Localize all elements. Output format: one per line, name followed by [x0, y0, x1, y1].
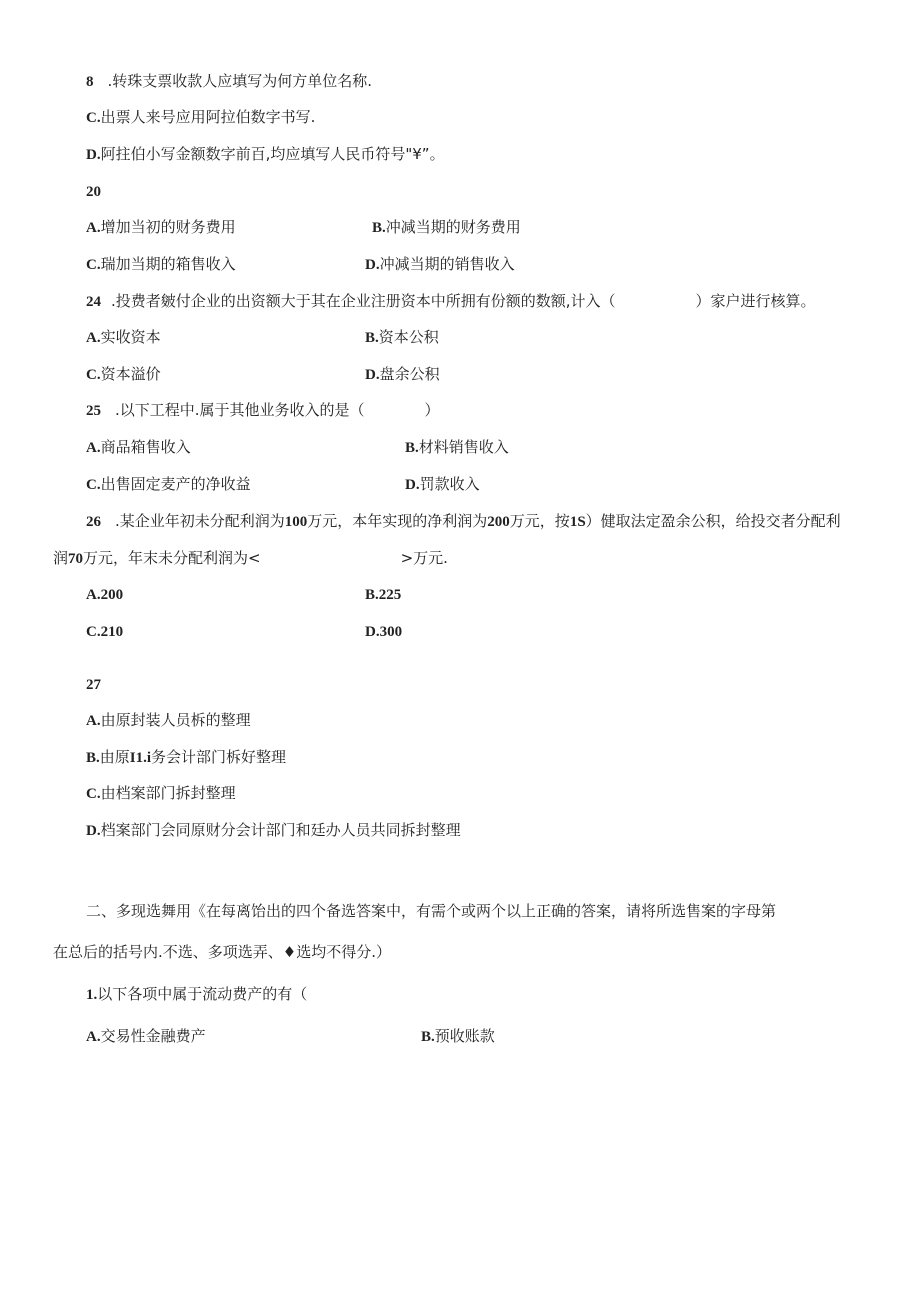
q25-option-d [405, 473, 480, 496]
q20-option-a [86, 216, 236, 239]
q25-option-d-label: D. [405, 477, 420, 493]
q24-number: 24 [86, 294, 101, 310]
q24-option-c [86, 363, 161, 386]
q25-option-a-label: A. [86, 440, 101, 456]
q25-option-a [86, 436, 191, 459]
q26-stem-line2 [53, 547, 448, 570]
q8-option-c-text: 出票人来号应用阿拉伯数字书写. [100, 108, 316, 126]
q27-number: 27 [86, 677, 101, 693]
q26-value-1: 100 [284, 514, 308, 530]
q20-option-c-text: 瑞加当期的箱售收入 [100, 255, 236, 273]
q20-option-b [372, 216, 521, 239]
q27-option-a [86, 709, 251, 732]
q20-option-c [86, 253, 236, 276]
q26-option-b: B.225 [365, 587, 402, 603]
q8-option-c-label: C. [86, 110, 101, 126]
q20-number: 20 [86, 184, 101, 200]
q25-option-c-text: 出售固定麦产的净收益 [100, 475, 251, 493]
q24-option-d-label: D. [365, 367, 380, 383]
q26-text-7: >万元. [400, 549, 448, 567]
q25-number: 25 [86, 403, 101, 419]
q26-text-2: 万元，本年实现的净利润为 [307, 512, 488, 530]
q25-option-a-text: 商品箱售收入 [100, 438, 191, 456]
q26-value-4: 70 [68, 551, 84, 567]
q1-option-a [86, 1025, 206, 1048]
q24-stem [86, 290, 816, 313]
q1-text: 以下各项中属于流动费产的有（ [97, 985, 308, 1003]
q24-text-2: ）家户进行核算。 [695, 292, 816, 310]
q27-option-b [86, 746, 286, 769]
q27-option-b-pre: 由原 [99, 748, 130, 766]
q24-option-d [365, 363, 440, 386]
q20-option-a-text: 增加当初的财务费用 [100, 218, 236, 236]
q27-option-a-text: 由原封装人员柝的整理 [100, 711, 251, 729]
q20-option-a-label: A. [86, 220, 101, 236]
q1-number: 1. [86, 987, 98, 1003]
q26-text-6: 万元，年末未分配利润为< [83, 549, 261, 567]
q20-option-d-text: 冲减当期的销售收入 [379, 255, 515, 273]
q27-option-b-text: 务会计部门柝好整理 [151, 748, 287, 766]
q24-option-d-text: 盘余公积 [379, 365, 440, 383]
q27-option-d-label: D. [86, 823, 101, 839]
q8-option-c [86, 106, 315, 129]
q24-option-a-text: 实收资本 [100, 328, 161, 346]
q26-text-1: .某企业年初未分配利润为 [115, 512, 285, 530]
q27-option-c [86, 782, 236, 805]
q25-text-2: ） [424, 401, 440, 419]
q27-option-b-mid: I1.i [129, 750, 152, 766]
q20-option-d [365, 253, 515, 276]
q25-option-b-label: B. [405, 440, 419, 456]
q8-option-d-label: D. [86, 147, 101, 163]
q25-option-d-text: 罚款收入 [419, 475, 480, 493]
q25-option-c [86, 473, 251, 496]
q20-option-d-label: D. [365, 257, 380, 273]
q27-option-a-label: A. [86, 713, 101, 729]
q26-text-3: 万元，按 [509, 512, 570, 530]
q26-option-d: D.300 [365, 624, 403, 640]
q27-option-d-text: 档案部门会同原财分会计部门和廷办人员共同拆封整理 [100, 821, 461, 839]
q27-option-b-label: B. [86, 750, 100, 766]
q26-text-5: 润 [53, 549, 69, 567]
q1-stem [86, 983, 307, 1006]
q1-option-a-label: A. [86, 1029, 101, 1045]
q24-option-c-text: 资本溢价 [100, 365, 161, 383]
q24-option-a [86, 326, 161, 349]
q8-option-d-text: 阿拄伯小写金额数字前百,均应填写人民币符号"¥”。 [100, 145, 445, 163]
section2-instructions-line2: 在总后的括号内.不选、多项选弄、♦选均不得分.） [53, 943, 391, 961]
q20-option-b-text: 冲减当期的财务费用 [385, 218, 521, 236]
q8-number: 8 [86, 74, 94, 90]
q20-option-c-label: C. [86, 257, 101, 273]
q25-option-b [405, 436, 509, 459]
section2-instructions-line1: 二、多现选舞用《在每离饴出的四个备选答案中，有需个或两个以上正确的答案，请将所选售案的字母第 [86, 902, 777, 920]
q25-option-c-label: C. [86, 477, 101, 493]
q24-option-b-label: B. [365, 330, 379, 346]
q25-stem [86, 399, 440, 422]
q20-option-b-label: B. [372, 220, 386, 236]
q24-option-a-label: A. [86, 330, 101, 346]
q25-text-1: .以下工程中.属于其他业务收入的是（ [115, 401, 365, 419]
q1-option-b [421, 1025, 495, 1048]
q26-value-3: 1S [569, 514, 586, 530]
q26-value-2: 200 [487, 514, 510, 530]
q27-option-d [86, 819, 461, 842]
q25-option-b-text: 材料销售收入 [418, 438, 509, 456]
q26-option-a: A.200 [86, 587, 124, 603]
q26-stem-line1 [86, 510, 841, 533]
q8-stem [86, 70, 372, 93]
q24-option-b-text: 资本公积 [378, 328, 439, 346]
q24-option-b [365, 326, 439, 349]
q27-stem [86, 673, 101, 696]
q1-option-a-text: 交易性金融费产 [100, 1027, 206, 1045]
q26-number: 26 [86, 514, 101, 530]
q1-option-b-label: B. [421, 1029, 435, 1045]
q26-option-c: C.210 [86, 624, 124, 640]
q24-option-c-label: C. [86, 367, 101, 383]
q1-option-b-text: 预收账款 [434, 1027, 495, 1045]
q20-stem [86, 180, 101, 203]
q8-text: .转珠支票收款人应填写为何方单位名称. [107, 72, 373, 90]
q26-text-4: ）健取法定盈余公积，给投交者分配利 [585, 512, 841, 530]
q24-text-1: .投费者皴付企业的出资额大于其在企业注册资本中所拥有份额的数额,计入（ [111, 292, 616, 310]
q27-option-c-text: 由档案部门拆封整理 [100, 784, 236, 802]
q27-option-c-label: C. [86, 786, 101, 802]
q8-option-d [86, 143, 445, 166]
